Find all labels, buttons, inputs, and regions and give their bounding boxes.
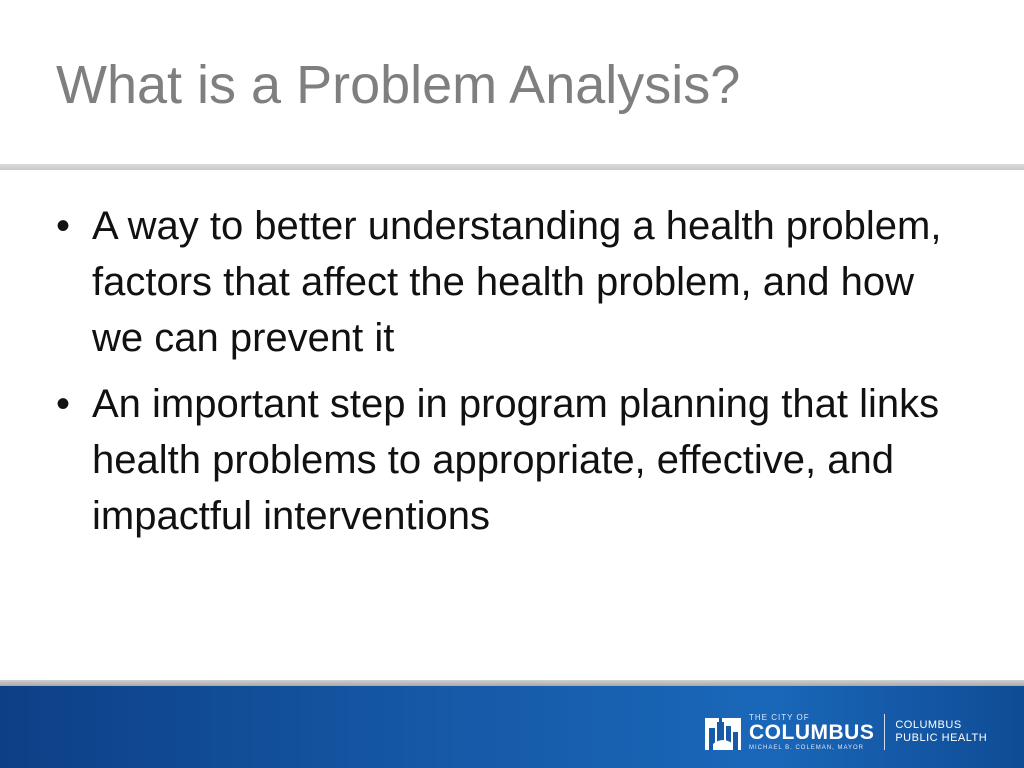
logo-divider bbox=[884, 714, 885, 750]
city-name: COLUMBUS bbox=[749, 720, 875, 744]
department-line-2: PUBLIC HEALTH bbox=[895, 732, 988, 744]
columbus-logo bbox=[705, 712, 987, 752]
city-wordmark bbox=[749, 713, 874, 752]
bullet-marker: • bbox=[56, 382, 71, 426]
bullet-marker: • bbox=[56, 204, 71, 248]
bullet-text: An important step in program planning that links health problems to appropriate, effective, and impactful interventions bbox=[92, 382, 940, 538]
city-skyline-icon bbox=[705, 714, 741, 750]
bullet-text: A way to better understanding a health problem, factors that affect the health problem, and how we can prevent it bbox=[92, 204, 942, 360]
department-wordmark bbox=[895, 719, 987, 745]
bullet-item bbox=[56, 198, 976, 366]
mayor-label: MICHAEL B. COLEMAN, MAYOR bbox=[749, 744, 865, 751]
bullet-list bbox=[56, 198, 976, 554]
slide-title: What is a Problem Analysis? bbox=[56, 55, 741, 115]
bullet-item bbox=[56, 376, 976, 544]
department-line-1: COLUMBUS bbox=[895, 719, 962, 731]
title-divider bbox=[0, 164, 1024, 170]
city-of-label: THE CITY OF bbox=[749, 712, 810, 722]
